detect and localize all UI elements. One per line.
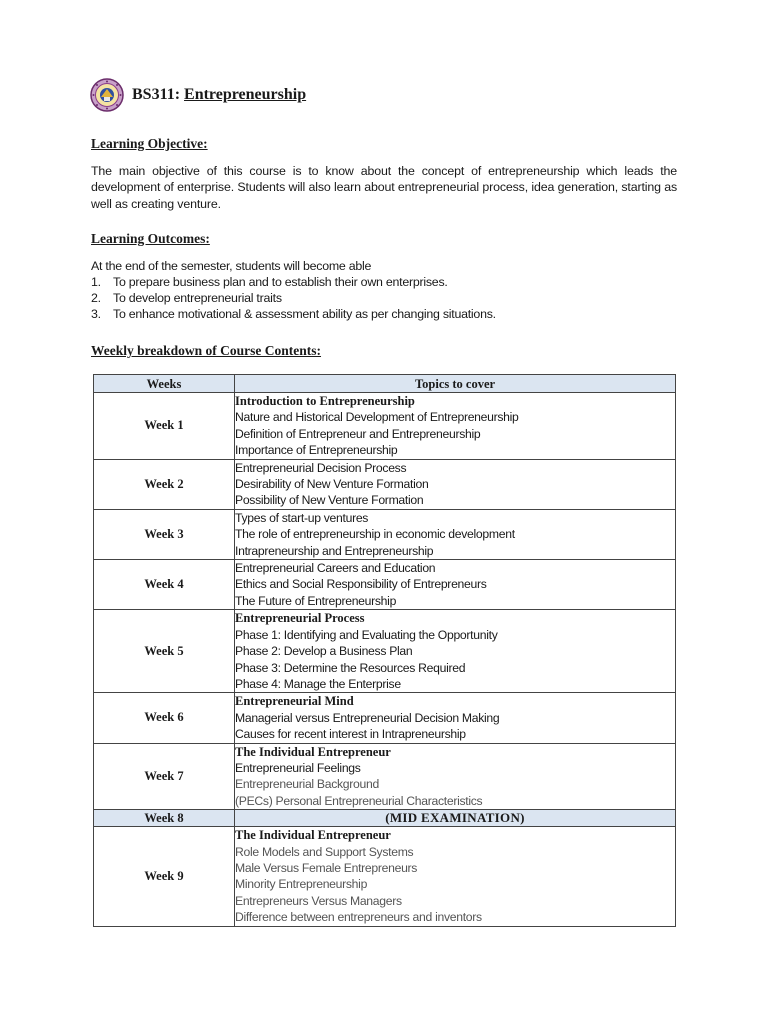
week-cell: Week 9 <box>94 827 235 926</box>
outcome-number: 2. <box>91 291 101 305</box>
topic-item: Male Versus Female Entrepreneurs <box>235 860 418 875</box>
topic-item: Intrapreneurship and Entrepreneurship <box>235 543 434 558</box>
topic-item: Possibility of New Venture Formation <box>235 493 424 508</box>
table-row <box>94 459 676 509</box>
weeks-column-header: Weeks <box>94 375 235 393</box>
topics-cell <box>235 560 676 610</box>
learning-outcomes <box>91 258 677 322</box>
topic-item: Phase 3: Determine the Resources Required <box>235 660 466 675</box>
course-title <box>132 86 306 104</box>
topic-item: Entrepreneurial Background <box>235 777 379 792</box>
topics-cell <box>235 509 676 559</box>
topics-cell <box>235 693 676 743</box>
topic-item: Phase 1: Identifying and Evaluating the Opportunity <box>235 627 498 642</box>
topics-cell <box>235 610 676 693</box>
topic-heading: Entrepreneurial Process <box>235 611 365 626</box>
topic-item: Definition of Entrepreneur and Entrepreneurship <box>235 426 481 441</box>
learning-outcomes-heading: Learning Outcomes: <box>91 231 210 246</box>
topic-item: The Future of Entrepreneurship <box>235 593 397 608</box>
week-cell: Week 7 <box>94 743 235 810</box>
topic-item: Role Models and Support Systems <box>235 844 414 859</box>
topic-item: Phase 4: Manage the Enterprise <box>235 676 401 691</box>
table-row <box>94 693 676 743</box>
course-code: BS311: <box>132 86 181 103</box>
table-row <box>94 827 676 926</box>
topic-item: Entrepreneurs Versus Managers <box>235 893 402 908</box>
week-cell: Week 8 <box>94 810 235 827</box>
topic-item: Phase 2: Develop a Business Plan <box>235 644 413 659</box>
table-row <box>94 393 676 460</box>
topic-item: Importance of Entrepreneurship <box>235 443 398 458</box>
topics-cell <box>235 459 676 509</box>
topic-item: Types of start-up ventures <box>235 510 369 525</box>
topic-item: Entrepreneurial Feelings <box>235 760 361 775</box>
course-contents-table <box>93 374 676 927</box>
outcomes-list <box>91 274 677 322</box>
table-row <box>94 743 676 810</box>
course-name: Entrepreneurship <box>184 86 307 103</box>
outcome-text: To enhance motivational & assessment ability as per changing situations. <box>113 307 496 321</box>
topic-item: The role of entrepreneurship in economic development <box>235 527 515 542</box>
topic-item: Entrepreneurial Decision Process <box>235 460 407 475</box>
mid-examination-cell: (MID EXAMINATION) <box>235 810 676 827</box>
table-row <box>94 509 676 559</box>
learning-objective-text: The main objective of this course is to know about the concept of entrepreneurship which leads the development of enterprise. Students will also learn about entrepreneurial process, idea generation, starting as well as creating venture. <box>91 164 677 211</box>
topic-item: Managerial versus Entrepreneurial Decision Making <box>235 710 500 725</box>
course-table-body <box>94 393 676 927</box>
table-row <box>94 610 676 693</box>
outcome-text: To prepare business plan and to establish their own enterprises. <box>113 275 448 289</box>
topics-column-header: Topics to cover <box>235 375 676 393</box>
topics-cell <box>235 743 676 810</box>
outcome-item <box>91 306 677 322</box>
topic-heading: The Individual Entrepreneur <box>235 744 391 759</box>
topics-cell <box>235 827 676 926</box>
outcome-item <box>91 290 677 306</box>
table-row <box>94 810 676 827</box>
topic-item: (PECs) Personal Entrepreneurial Characteristics <box>235 793 483 808</box>
week-cell: Week 6 <box>94 693 235 743</box>
topic-heading: Entrepreneurial Mind <box>235 694 354 709</box>
week-cell: Week 4 <box>94 560 235 610</box>
week-cell: Week 1 <box>94 393 235 460</box>
course-header <box>90 78 306 112</box>
topic-heading: The Individual Entrepreneur <box>235 828 391 843</box>
outcome-text: To develop entrepreneurial traits <box>113 291 282 305</box>
weekly-breakdown-heading: Weekly breakdown of Course Contents: <box>91 343 322 358</box>
outcomes-intro: At the end of the semester, students will become able <box>91 259 372 273</box>
topic-item: Causes for recent interest in Intrapreneurship <box>235 727 466 742</box>
week-cell: Week 3 <box>94 509 235 559</box>
topic-item: Desirability of New Venture Formation <box>235 477 429 492</box>
outcome-number: 1. <box>91 275 101 289</box>
week-cell: Week 2 <box>94 459 235 509</box>
topic-item: Minority Entrepreneurship <box>235 877 368 892</box>
learning-objective-heading: Learning Objective: <box>91 136 208 151</box>
table-row <box>94 560 676 610</box>
topics-cell <box>235 393 676 460</box>
table-header-row <box>94 375 676 393</box>
topic-heading: Introduction to Entrepreneurship <box>235 394 415 408</box>
topic-item: Nature and Historical Development of Entrepreneurship <box>235 410 519 425</box>
topic-item: Ethics and Social Responsibility of Entrepreneurs <box>235 577 487 592</box>
outcome-item <box>91 274 677 290</box>
topic-item: Difference between entrepreneurs and inventors <box>235 910 482 925</box>
topic-item: Entrepreneurial Careers and Education <box>235 561 436 576</box>
outcome-number: 3. <box>91 307 101 321</box>
university-seal-logo-icon <box>90 78 124 112</box>
week-cell: Week 5 <box>94 610 235 693</box>
